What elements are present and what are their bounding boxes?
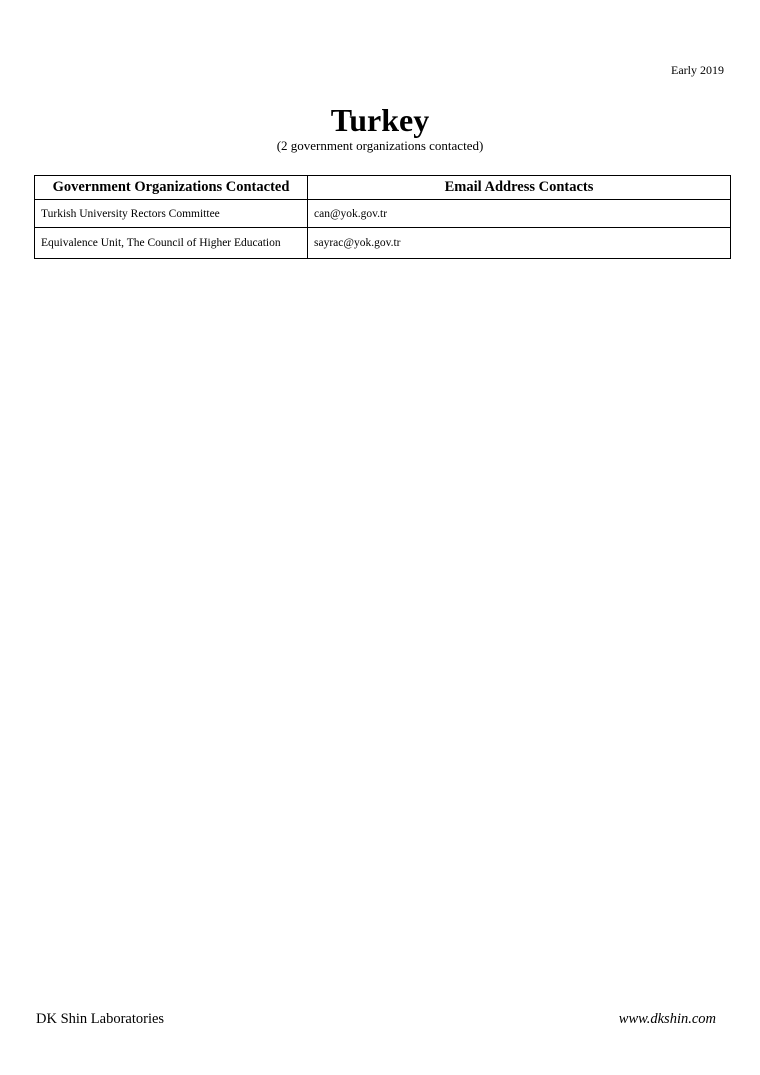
column-header-organizations: Government Organizations Contacted [35, 176, 308, 200]
document-date: Early 2019 [671, 63, 724, 77]
footer-website: www.dkshin.com [618, 1011, 716, 1027]
page-subtitle: (2 government organizations contacted) [276, 138, 484, 153]
table-row [35, 228, 731, 259]
page-title: Turkey [330, 102, 430, 138]
organization-cell: Equivalence Unit, The Council of Higher Education [35, 228, 308, 259]
email-cell: can@yok.gov.tr [308, 200, 731, 228]
table-row [35, 200, 731, 228]
table-header-row [35, 176, 731, 200]
column-header-emails: Email Address Contacts [308, 176, 731, 200]
contacts-table [34, 175, 731, 259]
footer-organization: DK Shin Laboratories [36, 1011, 165, 1027]
email-cell: sayrac@yok.gov.tr [308, 228, 731, 259]
organization-cell: Turkish University Rectors Committee [35, 200, 308, 228]
